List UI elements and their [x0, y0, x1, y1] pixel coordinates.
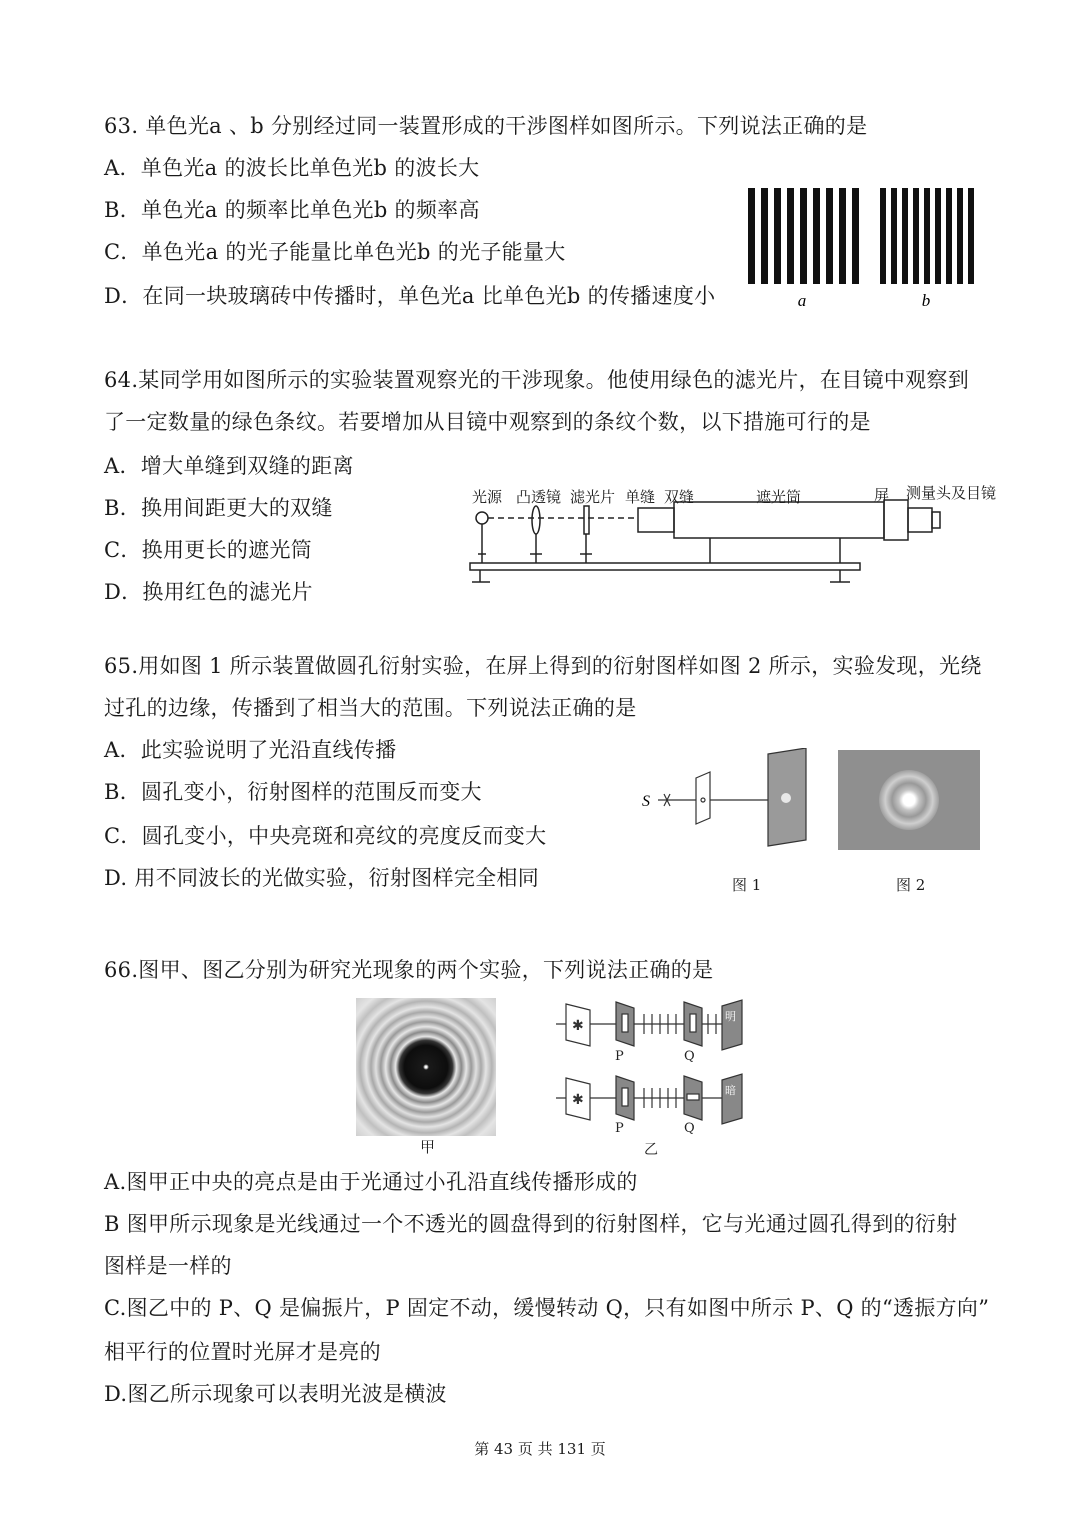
polarizer-label-q2: Q [684, 1121, 695, 1136]
figure2-diffraction-pattern [838, 750, 980, 850]
apparatus-drawing [460, 478, 1020, 604]
double-slit-apparatus-figure [460, 478, 1020, 604]
q66-stem: 66.图甲、图乙分别为研究光现象的两个实验，下列说法正确的是 [104, 958, 714, 982]
fringe-pattern-a [748, 188, 859, 284]
q66-option-c-line2: 相平行的位置时光屏才是亮的 [104, 1340, 381, 1364]
fringe-pattern-b [880, 188, 974, 284]
fringe-label-a: a [797, 291, 807, 310]
q64-stem-line2: 了一定数量的绿色条纹。若要增加从目镜中观察到的条纹个数，以下措施可行的是 [104, 410, 871, 434]
caption-figure1: 图 1 [732, 876, 762, 894]
eyepiece-icon [908, 508, 932, 532]
q63-option-c: C．单色光a 的光子能量比单色光b 的光子能量大 [104, 240, 566, 264]
figure-yi [556, 998, 756, 1158]
q63-option-a: A．单色光a 的波长比单色光b 的波长大 [104, 156, 480, 180]
page-footer: 第 43 页 共 131 页 [474, 1440, 606, 1458]
figure-jia [356, 998, 496, 1156]
q63-option-d: D．在同一块玻璃砖中传播时，单色光a 比单色光b 的传播速度小 [104, 284, 716, 308]
q65-option-d: D. 用不同波长的光做实验，衍射图样完全相同 [104, 866, 540, 890]
optical-bench [470, 563, 860, 570]
caption-figure2: 图 2 [896, 876, 926, 894]
label-single-slit: 单缝 [625, 488, 656, 506]
lens-icon [532, 506, 540, 534]
screen-icon [884, 500, 908, 540]
light-shield-tube [674, 502, 884, 538]
label-convex-lens: 凸透镜 [516, 488, 562, 506]
label-eyepiece: 测量头及目镜 [906, 484, 997, 502]
q66-option-d: D.图乙所示现象可以表明光波是横波 [104, 1382, 447, 1406]
caption-yi: 乙 [644, 1142, 658, 1158]
svg-text:✱: ✱ [572, 1018, 584, 1034]
q64-option-c: C．换用更长的遮光筒 [104, 538, 313, 562]
q65-option-a: A．此实验说明了光沿直线传播 [104, 738, 397, 762]
poisson-spot-pattern [356, 998, 496, 1136]
screen-label-dark: 暗 [725, 1084, 736, 1097]
interference-fringes-figure [744, 186, 984, 316]
polarizer-label-q: Q [684, 1049, 695, 1064]
q65-option-b: B．圆孔变小，衍射图样的范围反而变大 [104, 780, 482, 804]
polarizer-setup-drawing [556, 998, 756, 1158]
q65-stem-line2: 过孔的边缘，传播到了相当大的范围。下列说法正确的是 [104, 696, 637, 720]
screen-label-bright: 明 [725, 1010, 736, 1023]
caption-jia: 甲 [420, 1138, 436, 1156]
q64-stem-line1: 64.某同学用如图所示的实验装置观察光的干涉现象。他使用绿色的滤光片，在目镜中观察到 [104, 368, 969, 392]
q64-option-b: B．换用间距更大的双缝 [104, 496, 333, 520]
q66-option-a: A.图甲正中央的亮点是由于光通过小孔沿直线传播形成的 [104, 1170, 638, 1194]
q66-option-c-line1: C.图乙中的 P、Q 是偏振片，P 固定不动，缓慢转动 Q，只有如图中所示 P、Q 的“透振方向” [104, 1296, 990, 1320]
label-light-shield-tube: 遮光筒 [756, 488, 802, 506]
q65-stem-line1: 65.用如图 1 所示装置做圆孔衍射实验，在屏上得到的衍射图样如图 2 所示，实验发现，光绕 [104, 654, 982, 678]
light-source-icon [476, 512, 488, 524]
label-light-source: 光源 [472, 488, 503, 506]
filter-icon [584, 506, 589, 534]
fringe-label-b: b [921, 291, 931, 310]
q63-option-b: B．单色光a 的频率比单色光b 的频率高 [104, 198, 480, 222]
svg-text:✱: ✱ [572, 1092, 584, 1108]
q64-option-a: A．增大单缝到双缝的距离 [104, 454, 354, 478]
label-screen: 屏 [874, 486, 890, 504]
q66-option-b-line2: 图样是一样的 [104, 1254, 232, 1278]
single-slit-tube [638, 508, 674, 532]
source-label-s: S [642, 793, 650, 810]
polarizer-label-p2: P [615, 1121, 624, 1136]
figure1-setup [636, 748, 816, 858]
q65-option-c: C．圆孔变小，中央亮斑和亮纹的亮度反而变大 [104, 824, 547, 848]
label-double-slit: 双缝 [664, 488, 695, 506]
q63-stem: 63. 单色光a 、b 分别经过同一装置形成的干涉图样如图所示。下列说法正确的是 [104, 114, 868, 138]
label-filter: 滤光片 [570, 488, 616, 506]
q64-option-d: D．换用红色的滤光片 [104, 580, 313, 604]
circular-aperture-diffraction-figure [636, 748, 986, 898]
q66-option-b-line1: B 图甲所示现象是光线通过一个不透光的圆盘得到的衍射图样，它与光通过圆孔得到的衍射 [104, 1212, 958, 1236]
polarizer-label-p: P [615, 1049, 624, 1064]
